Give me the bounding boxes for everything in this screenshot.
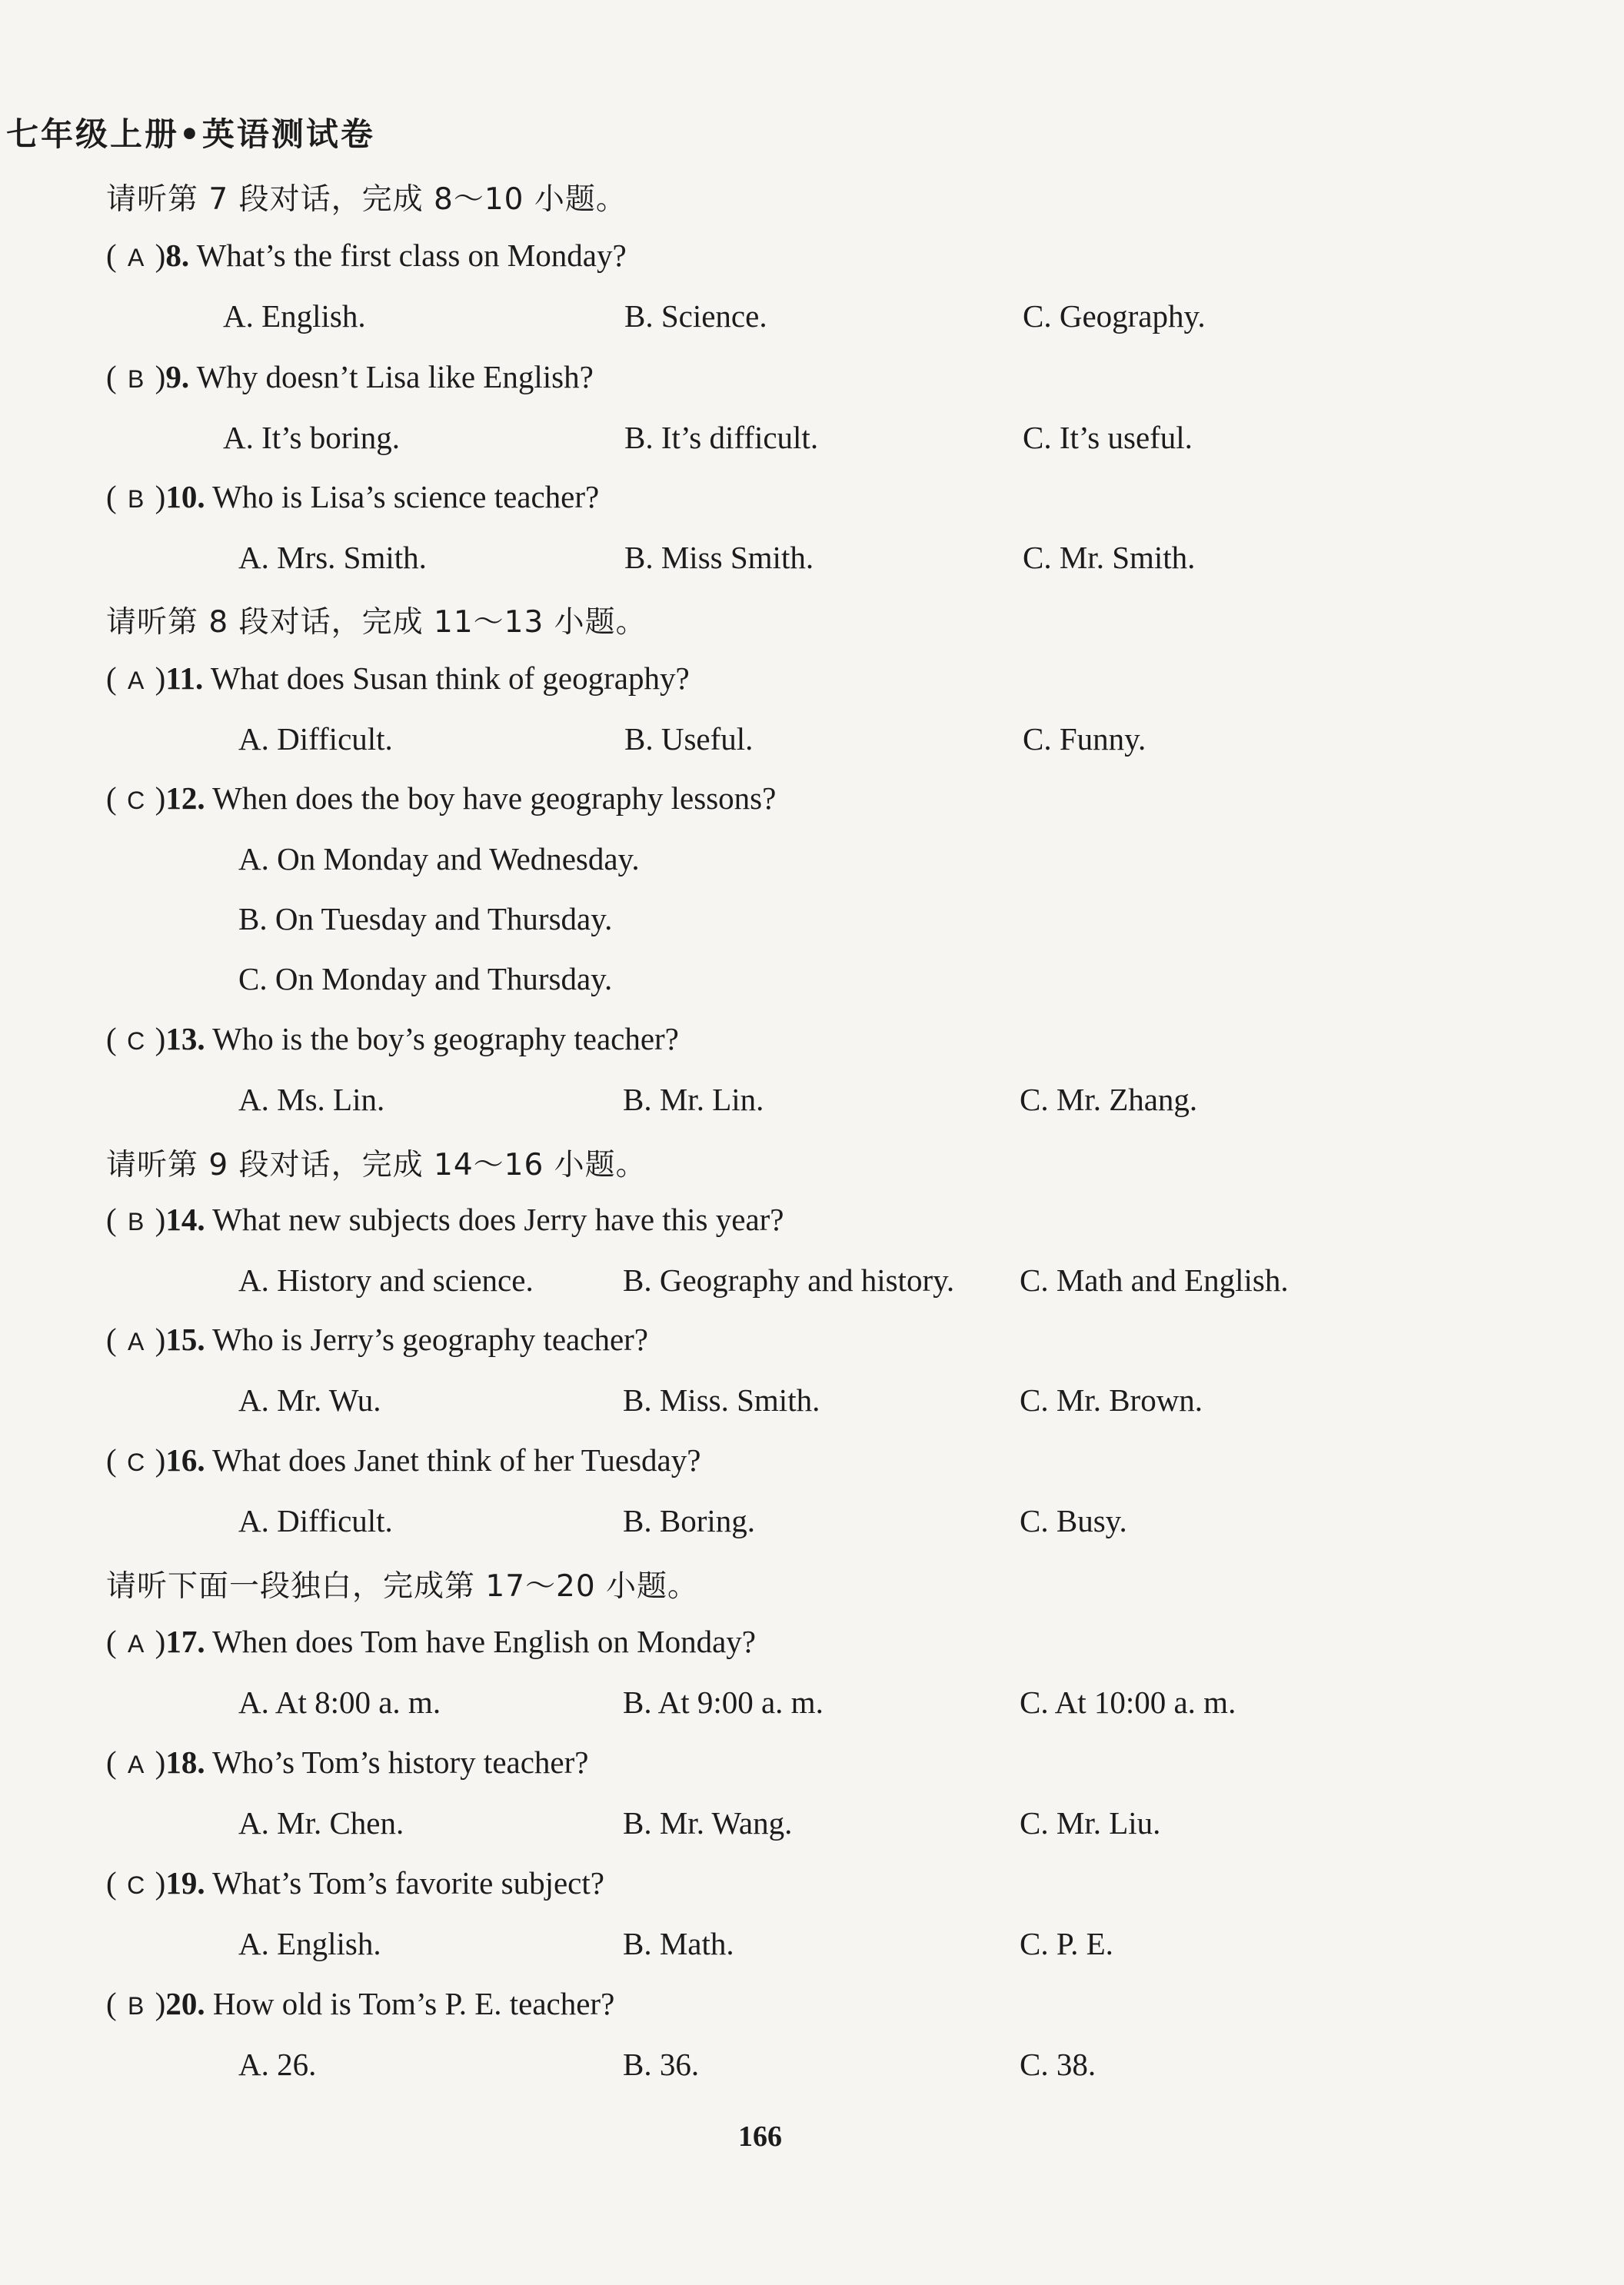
option-c: C. On Monday and Thursday. (238, 961, 613, 996)
answer-mark: C (127, 1871, 145, 1899)
option-b: B. Science. (624, 298, 767, 334)
answer-mark: C (127, 787, 145, 814)
answer-mark: A (127, 667, 145, 694)
question-13: ( C )13. Who is the boy’s geography teacher? (106, 1021, 679, 1056)
question-12: ( C )12. When does the boy have geography lessons? (106, 780, 777, 816)
answer-mark: B (127, 1992, 145, 2020)
option-b: B. At 9:00 a. m. (623, 1685, 824, 1720)
option-c: C. Geography. (1023, 298, 1206, 334)
option-c: C. Mr. Zhang. (1020, 1082, 1198, 1117)
option-a: A. English. (238, 1926, 381, 1961)
question-19: ( C )19. What’s Tom’s favorite subject? (106, 1865, 604, 1901)
option-c: C. Math and English. (1020, 1262, 1289, 1298)
answer-mark: B (127, 1208, 145, 1236)
option-a: A. 26. (238, 2047, 317, 2082)
page-number: 166 (738, 2120, 782, 2153)
answer-mark: B (127, 365, 145, 393)
answer-mark: A (127, 1751, 145, 1778)
page-header: 七年级上册•英语测试卷 (6, 115, 375, 153)
option-c: C. At 10:00 a. m. (1020, 1685, 1236, 1720)
answer-mark: B (127, 485, 145, 513)
option-a: A. History and science. (238, 1262, 534, 1298)
section-heading: 请听第 7 段对话，完成 8～10 小题。 (106, 182, 627, 217)
option-c: C. Funny. (1023, 721, 1146, 757)
option-c: C. Busy. (1020, 1503, 1127, 1538)
question-20: ( B )20. How old is Tom’s P. E. teacher? (106, 1986, 615, 2021)
question-14: ( B )14. What new subjects does Jerry have this year? (106, 1202, 784, 1237)
option-a: A. Mr. Wu. (238, 1382, 381, 1418)
option-a: A. English. (223, 298, 366, 334)
option-c: C. It’s useful. (1023, 420, 1193, 455)
option-a: A. At 8:00 a. m. (238, 1685, 441, 1720)
option-a: A. On Monday and Wednesday. (238, 841, 640, 876)
question-16: ( C )16. What does Janet think of her Tuesday? (106, 1442, 701, 1478)
option-a: A. It’s boring. (223, 420, 401, 455)
option-b: B. Mr. Wang. (623, 1805, 793, 1841)
question-10: ( B )10. Who is Lisa’s science teacher? (106, 479, 600, 514)
option-b: B. On Tuesday and Thursday. (238, 901, 613, 936)
question-8: ( A )8. What’s the first class on Monday? (106, 238, 627, 273)
option-b: B. 36. (623, 2047, 700, 2082)
option-b: B. Miss. Smith. (623, 1382, 820, 1418)
option-c: C. 38. (1020, 2047, 1097, 2082)
option-b: B. Geography and history. (623, 1262, 955, 1298)
option-b: B. Mr. Lin. (623, 1082, 764, 1117)
question-15: ( A )15. Who is Jerry’s geography teacher? (106, 1322, 649, 1357)
question-18: ( A )18. Who’s Tom’s history teacher? (106, 1745, 589, 1780)
question-11: ( A )11. What does Susan think of geography? (106, 660, 690, 696)
section-heading: 请听下面一段独白，完成第 17～20 小题。 (106, 1569, 699, 1604)
answer-mark: A (127, 1328, 145, 1355)
option-b: B. Miss Smith. (624, 540, 814, 575)
answer-mark: A (127, 244, 145, 271)
question-17: ( A )17. When does Tom have English on Monday? (106, 1624, 756, 1659)
option-a: A. Difficult. (238, 721, 393, 757)
option-c: C. Mr. Smith. (1023, 540, 1196, 575)
answer-mark: C (127, 1027, 145, 1055)
answer-mark: C (127, 1448, 145, 1476)
option-b: B. Math. (623, 1926, 734, 1961)
section-heading: 请听第 8 段对话，完成 11～13 小题。 (106, 605, 647, 640)
option-c: C. Mr. Liu. (1020, 1805, 1161, 1841)
option-c: C. P. E. (1020, 1926, 1113, 1961)
option-a: A. Ms. Lin. (238, 1082, 385, 1117)
option-b: B. Useful. (624, 721, 754, 757)
option-b: B. It’s difficult. (624, 420, 819, 455)
option-b: B. Boring. (623, 1503, 755, 1538)
question-9: ( B )9. Why doesn’t Lisa like English? (106, 359, 594, 394)
answer-mark: A (127, 1630, 145, 1658)
option-c: C. Mr. Brown. (1020, 1382, 1203, 1418)
option-a: A. Difficult. (238, 1503, 393, 1538)
option-a: A. Mrs. Smith. (238, 540, 427, 575)
option-a: A. Mr. Chen. (238, 1805, 404, 1841)
section-heading: 请听第 9 段对话，完成 14～16 小题。 (106, 1148, 647, 1182)
